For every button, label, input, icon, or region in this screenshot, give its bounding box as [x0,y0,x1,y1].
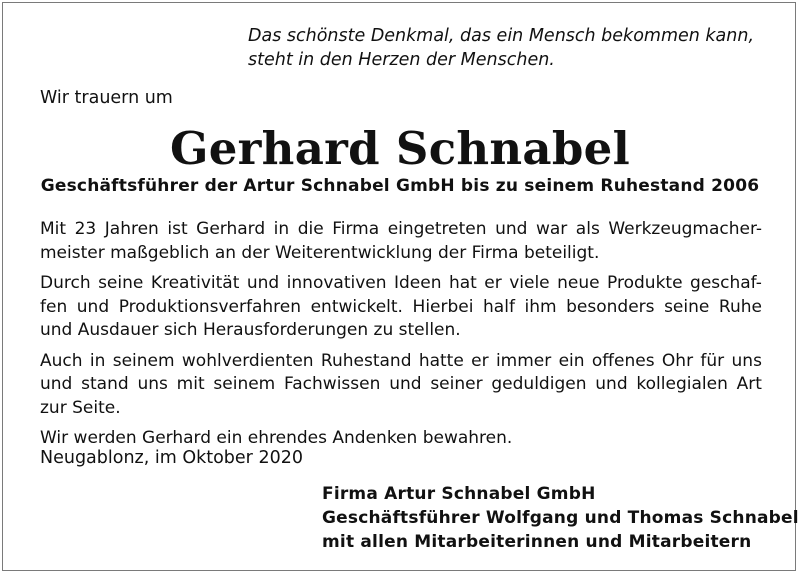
tribute-line: Durch seine Kreativität und innovativen Ideen hat er viele neue Produkte geschaf- [40,273,762,293]
tribute-line: Mit 23 Jahren ist Gerhard in die Firma eingetreten und war als Werkzeugmacher- [40,219,762,239]
signature-managers: Geschäftsführer Wolfgang und Thomas Schnabel [322,508,799,528]
tribute-line: fen und Produktionsverfahren entwickelt. Hierbei half ihm besonders seine Ruhe [40,296,762,317]
tribute-line: meister maßgeblich an der Weiterentwicklung der Firma beteiligt. [40,242,600,263]
signature-block [322,482,799,554]
motto-line: steht in den Herzen der Menschen. [248,50,555,70]
tribute-line: Auch in seinem wohlverdienten Ruhestand hatte er immer ein offenes Ohr für uns [40,350,762,371]
tribute-line: zur Seite. [40,397,121,418]
place-date: Neugablonz, im Oktober 2020 [40,448,303,468]
motto-line: Das schönste Denkmal, das ein Mensch bekommen kann, [248,26,755,46]
deceased-name: Gerhard Schnabel [170,122,630,175]
signature-company: Firma Artur Schnabel GmbH [322,484,596,504]
deceased-role: Geschäftsführer der Artur Schnabel GmbH bis zu seinem Ruhestand 2006 [40,176,760,196]
tribute-line: und Ausdauer sich Herausforderungen zu stellen. [40,320,461,340]
tribute-line: Wir werden Gerhard ein ehrendes Andenken bewahren. [40,428,513,448]
tribute-line: und stand uns mit seinem Fachwissen und seiner geduldigen und kollegialen Art [40,374,762,394]
tribute-paragraph [40,350,762,421]
intro-text: Wir trauern um [40,88,173,108]
tribute-paragraph [40,272,762,343]
tribute-paragraph [40,218,762,265]
motto-quote [248,24,778,72]
signature-staff: mit allen Mitarbeiterinnen und Mitarbeitern [322,532,752,552]
tribute-text [40,218,762,458]
